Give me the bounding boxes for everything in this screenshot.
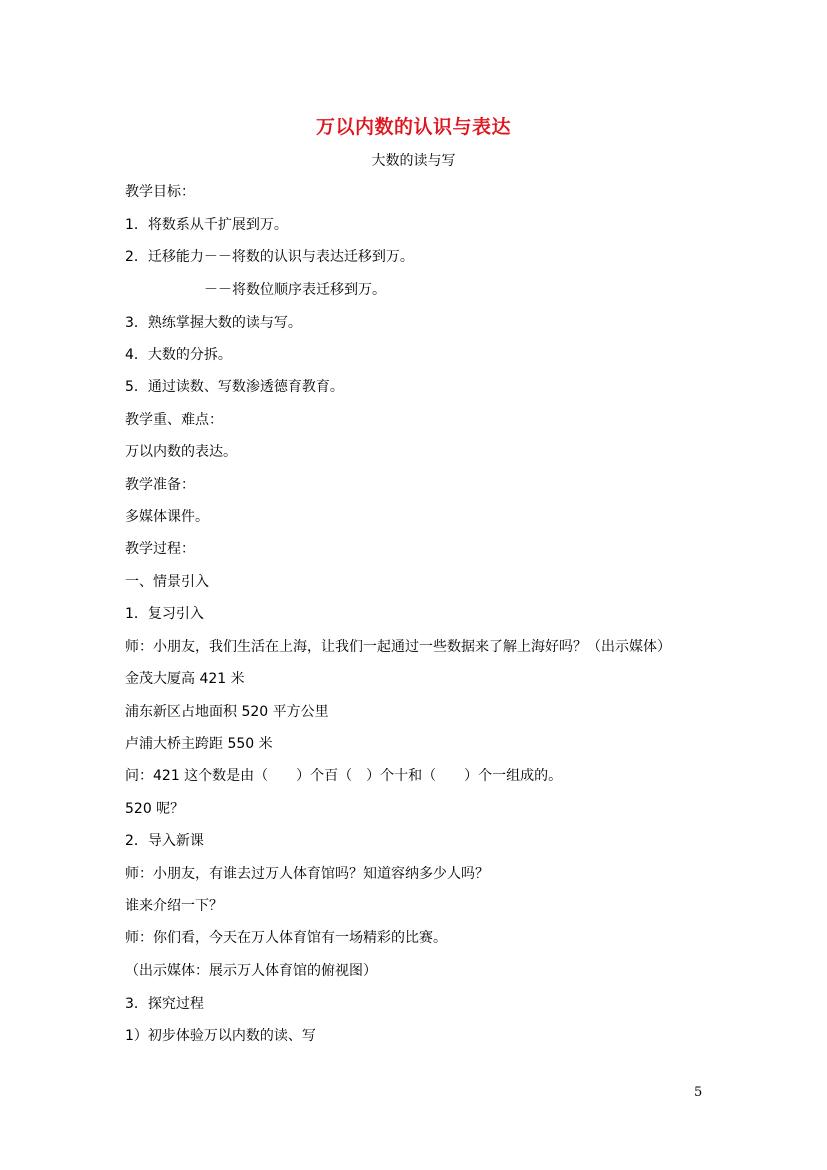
document-title: 万以内数的认识与表达 xyxy=(315,116,511,138)
text-line: 师：你们看，今天在万人体育馆有一场精彩的比赛。 xyxy=(125,930,447,946)
text-line: 1．复习引入 xyxy=(125,606,204,622)
text-line: 4．大数的分拆。 xyxy=(125,347,232,363)
text-line: 浦东新区占地面积 520 平方公里 xyxy=(125,704,329,720)
document-subtitle: 大数的读与写 xyxy=(371,153,456,169)
text-line: 一、情景引入 xyxy=(125,574,209,590)
text-line: 3．探究过程 xyxy=(125,996,204,1012)
text-line: 2．导入新课 xyxy=(125,833,204,849)
text-line: 问：421 这个数是由（ ）个百（ ）个十和（ ）个一组成的。 xyxy=(125,768,563,784)
text-line: 教学准备： xyxy=(125,477,195,493)
text-line: －－将数位顺序表迁移到万。 xyxy=(204,282,386,298)
text-line: 2．迁移能力－－将数的认识与表达迁移到万。 xyxy=(125,249,414,265)
text-line: 5．通过读数、写数渗透德育教育。 xyxy=(125,379,344,395)
text-line: 师：小朋友，有谁去过万人体育馆吗？知道容纳多少人吗？ xyxy=(125,866,489,882)
text-line: 1．将数系从千扩展到万。 xyxy=(125,217,288,233)
text-line: 多媒体课件。 xyxy=(125,509,209,525)
text-line: 教学目标： xyxy=(125,184,195,200)
page-number: 5 xyxy=(694,1085,703,1100)
text-line: 3．熟练掌握大数的读与写。 xyxy=(125,315,302,331)
text-line: 万以内数的表达。 xyxy=(125,444,237,460)
text-line: 谁来介绍一下？ xyxy=(125,898,223,914)
text-line: 520 呢？ xyxy=(125,801,185,817)
text-line: 卢浦大桥主跨距 550 米 xyxy=(125,736,273,752)
text-line: 金茂大厦高 421 米 xyxy=(125,671,245,687)
text-line: （出示媒体：展示万人体育馆的俯视图） xyxy=(125,963,377,979)
text-line: 1）初步体验万以内数的读、写 xyxy=(125,1028,316,1044)
text-line: 教学重、难点： xyxy=(125,412,223,428)
text-line: 教学过程： xyxy=(125,541,195,557)
text-line: 师：小朋友，我们生活在上海，让我们一起通过一些数据来了解上海好吗？（出示媒体） xyxy=(125,639,671,655)
